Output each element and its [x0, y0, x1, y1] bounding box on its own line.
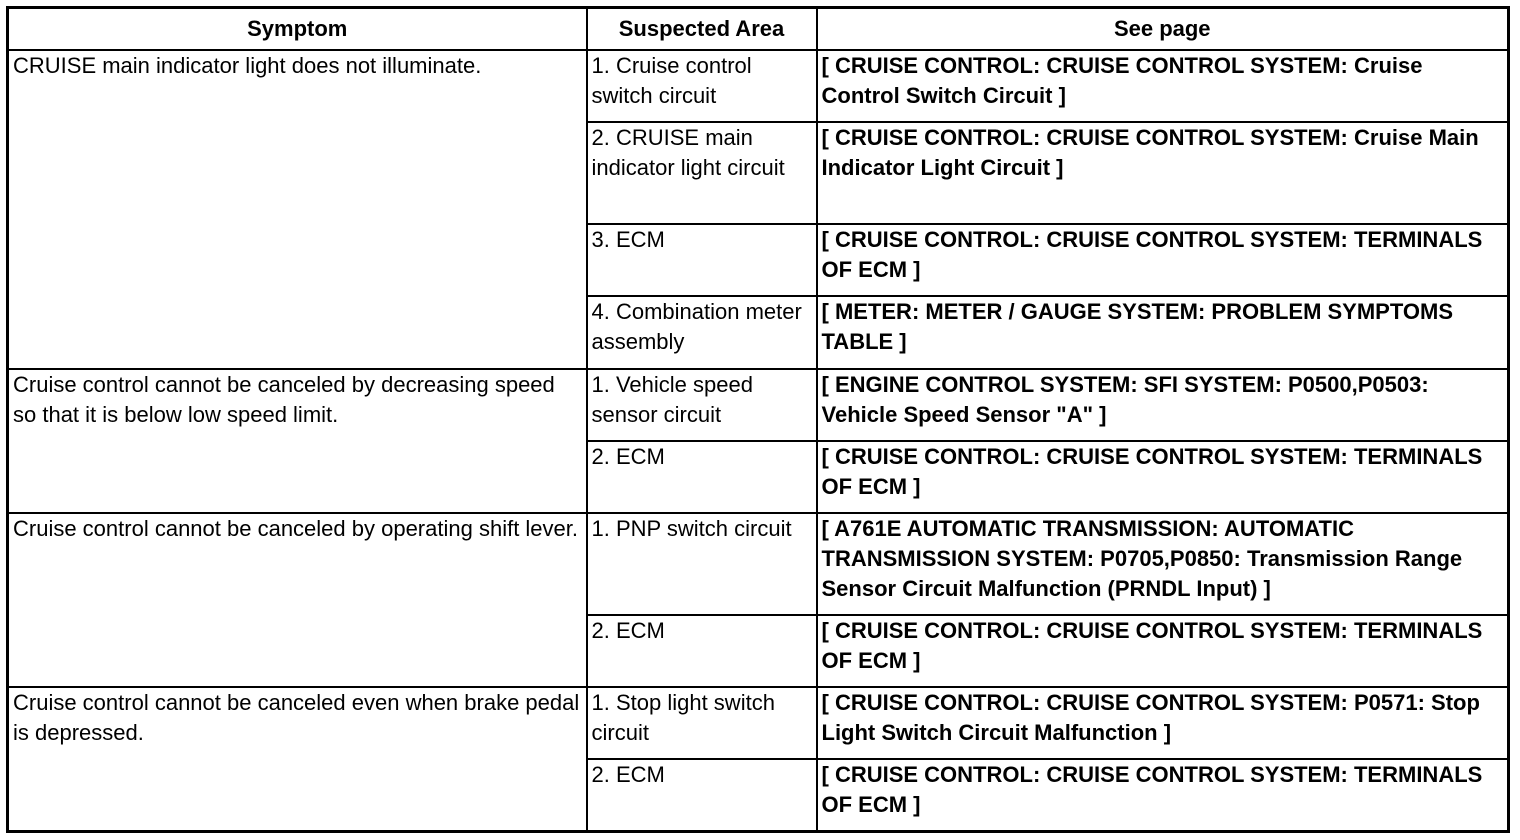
see-page-link[interactable]: [ CRUISE CONTROL: CRUISE CONTROL SYSTEM: TERMINALS OF ECM ] [817, 441, 1509, 513]
suspected-area-cell: 2. ECM [587, 759, 817, 831]
suspected-area-cell: 2. ECM [587, 441, 817, 513]
table-row [8, 687, 1509, 759]
header-suspected-area: Suspected Area [587, 8, 817, 51]
table-row [8, 50, 1509, 122]
symptom-cell: Cruise control cannot be canceled by decreasing speed so that it is below low speed limit. [8, 369, 587, 513]
see-page-link[interactable]: [ METER: METER / GAUGE SYSTEM: PROBLEM SYMPTOMS TABLE ] [817, 296, 1509, 369]
suspected-area-cell: 3. ECM [587, 224, 817, 296]
see-page-link[interactable]: [ CRUISE CONTROL: CRUISE CONTROL SYSTEM: TERMINALS OF ECM ] [817, 759, 1509, 831]
header-row [8, 8, 1509, 51]
see-page-link[interactable]: [ CRUISE CONTROL: CRUISE CONTROL SYSTEM: TERMINALS OF ECM ] [817, 615, 1509, 687]
suspected-area-cell: 1. Cruise control switch circuit [587, 50, 817, 122]
problem-symptoms-table [6, 6, 1510, 833]
suspected-area-cell: 1. PNP switch circuit [587, 513, 817, 615]
suspected-area-cell: 4. Combination meter assembly [587, 296, 817, 369]
symptom-cell: CRUISE main indicator light does not illuminate. [8, 50, 587, 369]
see-page-link[interactable]: [ CRUISE CONTROL: CRUISE CONTROL SYSTEM: Cruise Control Switch Circuit ] [817, 50, 1509, 122]
suspected-area-cell: 2. CRUISE main indicator light circuit [587, 122, 817, 224]
suspected-area-cell: 1. Stop light switch circuit [587, 687, 817, 759]
see-page-link[interactable]: [ ENGINE CONTROL SYSTEM: SFI SYSTEM: P0500,P0503: Vehicle Speed Sensor "A" ] [817, 369, 1509, 441]
table-row [8, 513, 1509, 615]
see-page-link[interactable]: [ CRUISE CONTROL: CRUISE CONTROL SYSTEM: P0571: Stop Light Switch Circuit Malfunction ] [817, 687, 1509, 759]
table-row [8, 369, 1509, 441]
suspected-area-cell: 1. Vehicle speed sensor circuit [587, 369, 817, 441]
see-page-link[interactable]: [ A761E AUTOMATIC TRANSMISSION: AUTOMATIC TRANSMISSION SYSTEM: P0705,P0850: Transmission Range Sensor Circuit Malfunction (PRNDL Input) ] [817, 513, 1509, 615]
header-see-page: See page [817, 8, 1509, 51]
see-page-link[interactable]: [ CRUISE CONTROL: CRUISE CONTROL SYSTEM: TERMINALS OF ECM ] [817, 224, 1509, 296]
symptom-cell: Cruise control cannot be canceled even when brake pedal is depressed. [8, 687, 587, 831]
suspected-area-cell: 2. ECM [587, 615, 817, 687]
header-symptom: Symptom [8, 8, 587, 51]
symptom-cell: Cruise control cannot be canceled by operating shift lever. [8, 513, 587, 687]
see-page-link[interactable]: [ CRUISE CONTROL: CRUISE CONTROL SYSTEM: Cruise Main Indicator Light Circuit ] [817, 122, 1509, 224]
